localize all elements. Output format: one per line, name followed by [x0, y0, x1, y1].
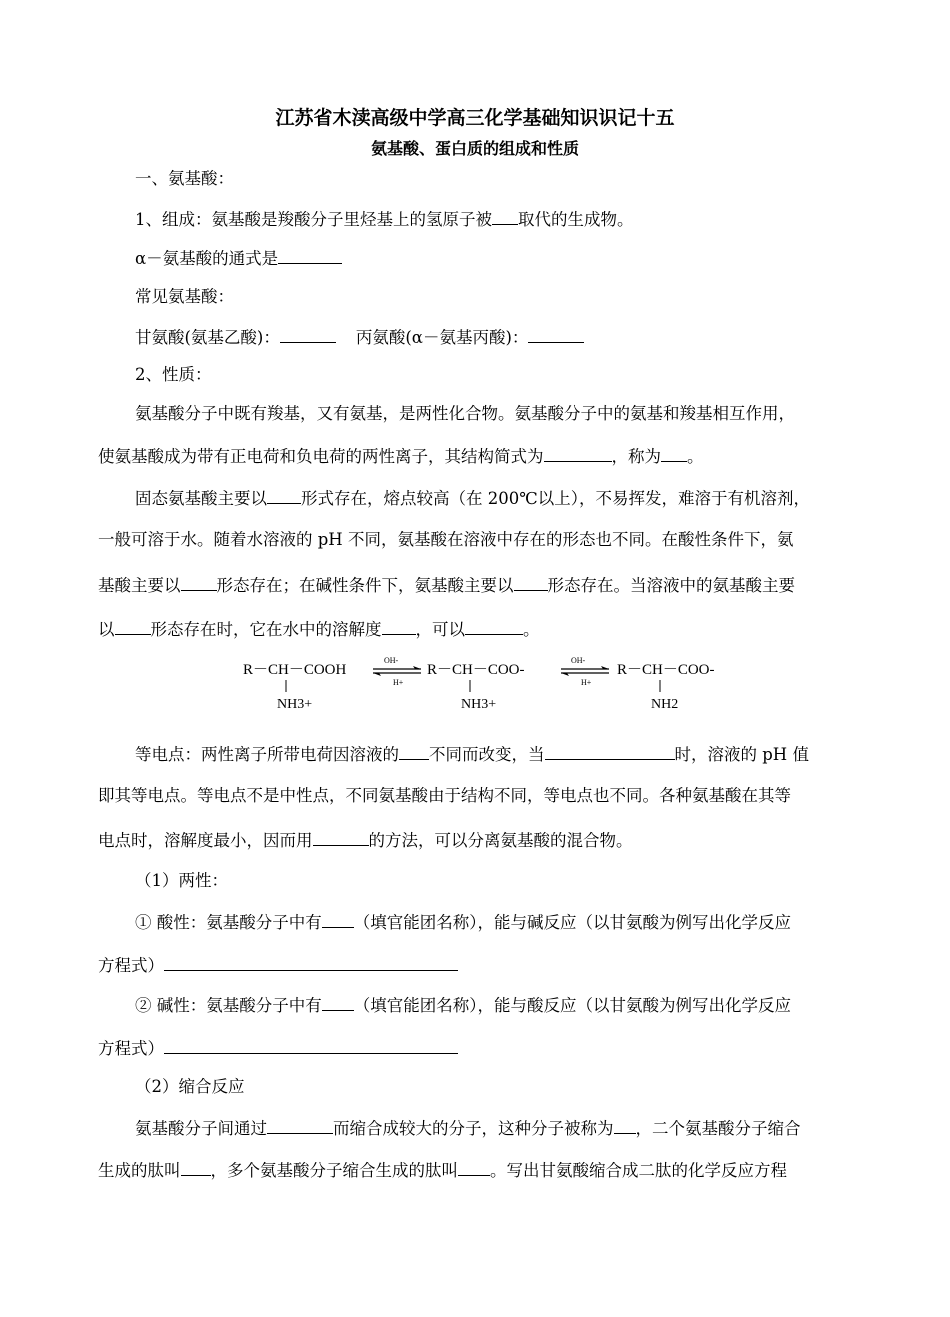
paragraph-common-amino-acids: 常见氨基酸：: [135, 287, 234, 306]
paragraph-line: 氨基酸分子间通过 而缩合成较大的分子，这种分子被称为 ，二个氨基酸分子缩合: [135, 1116, 801, 1140]
document-subtitle: 氨基酸、蛋白质的组成和性质: [370, 139, 579, 158]
species-zwitterion-amino: NH3+: [461, 697, 497, 712]
paragraph-glycine-alanine: 甘氨酸(氨基乙酸)： 丙氨酸(α－氨基丙酸)：: [135, 325, 584, 349]
answer-blank[interactable]: [465, 617, 523, 635]
answer-blank[interactable]: [544, 444, 612, 462]
species-zwitterion: R－CH－COO-: [427, 662, 525, 678]
subheading-condensation: （2）缩合反应: [135, 1077, 245, 1096]
paragraph-line: 以 形态存在时，它在水中的溶解度 ，可以 。: [98, 617, 540, 641]
section-heading-properties: 2、性质：: [135, 365, 212, 384]
answer-blank[interactable]: [278, 246, 342, 264]
species-anion: R－CH－COO-: [617, 662, 715, 678]
answer-blank[interactable]: [164, 953, 458, 971]
paragraph-composition: 1、组成：氨基酸是羧酸分子里烃基上的氢原子被 取代的生成物。: [135, 207, 634, 231]
section-heading-amino-acid: 一、氨基酸：: [135, 169, 234, 188]
paragraph-line: 一般可溶于水。随着水溶液的 pH 不同，氨基酸在溶液中存在的形态也不同。在酸性条件下，氨: [98, 530, 794, 549]
paragraph-general-formula: α－氨基酸的通式是: [135, 246, 342, 270]
answer-blank[interactable]: [514, 573, 548, 591]
answer-blank[interactable]: [528, 325, 584, 343]
arrow-label-bottom: H+: [581, 678, 592, 687]
paragraph-line: 方程式）: [98, 953, 458, 977]
paragraph-line: ② 碱性：氨基酸分子中有 （填官能团名称），能与酸反应（以甘氨酸为例写出化学反应: [135, 993, 791, 1017]
answer-blank[interactable]: [267, 486, 301, 504]
answer-blank[interactable]: [399, 742, 429, 760]
answer-blank[interactable]: [322, 993, 354, 1011]
answer-blank[interactable]: [267, 1116, 333, 1134]
answer-blank[interactable]: [322, 910, 354, 928]
paragraph-line: 使氨基酸成为带有正电荷和负电荷的两性离子，其结构简式为 ，称为 。: [98, 444, 704, 468]
equilibrium-equation: [235, 650, 755, 720]
paragraph-line: ① 酸性：氨基酸分子中有 （填官能团名称），能与碱反应（以甘氨酸为例写出化学反应: [135, 910, 791, 934]
arrow-label-top: OH-: [384, 656, 399, 665]
arrow-label-bottom: H+: [393, 678, 404, 687]
answer-blank[interactable]: [492, 207, 518, 225]
paragraph-line: 等电点：两性离子所带电荷因溶液的 不同而改变，当 时，溶液的 pH 值: [135, 742, 809, 766]
arrow-label-top: OH-: [571, 656, 586, 665]
paragraph-line: 即其等电点。等电点不是中性点，不同氨基酸由于结构不同，等电点也不同。各种氨基酸在其等: [98, 786, 791, 805]
answer-blank[interactable]: [382, 617, 416, 635]
answer-blank[interactable]: [614, 1116, 636, 1134]
answer-blank[interactable]: [181, 1158, 211, 1176]
paragraph-line: 生成的肽叫 ，多个氨基酸分子缩合生成的肽叫 。写出甘氨酸缩合成二肽的化学反应方程: [98, 1158, 787, 1182]
subheading-amphoteric: （1）两性：: [135, 871, 228, 890]
paragraph-line: 方程式）: [98, 1036, 458, 1060]
species-anion-amino: NH2: [651, 697, 679, 712]
answer-blank[interactable]: [545, 742, 675, 760]
species-cation-amino: NH3+: [277, 697, 313, 712]
paragraph-line: 电点时，溶解度最小，因而用 的方法，可以分离氨基酸的混合物。: [98, 828, 633, 852]
answer-blank[interactable]: [181, 573, 217, 591]
answer-blank[interactable]: [458, 1158, 490, 1176]
document-title: 江苏省木渎高级中学高三化学基础知识识记十五: [275, 107, 675, 129]
paragraph-line: 固态氨基酸主要以 形式存在，熔点较高（在 200℃以上），不易挥发，难溶于有机溶剂，: [135, 486, 810, 510]
paragraph-line: 基酸主要以 形态存在；在碱性条件下，氨基酸主要以 形态存在。当溶液中的氨基酸主要: [98, 573, 795, 597]
answer-blank[interactable]: [661, 444, 687, 462]
answer-blank[interactable]: [115, 617, 151, 635]
answer-blank[interactable]: [164, 1036, 458, 1054]
paragraph-line: 氨基酸分子中既有羧基，又有氨基，是两性化合物。氨基酸分子中的氨基和羧基相互作用，: [135, 404, 795, 423]
answer-blank[interactable]: [313, 828, 369, 846]
answer-blank[interactable]: [280, 325, 336, 343]
species-cation: R－CH－COOH: [243, 662, 347, 678]
